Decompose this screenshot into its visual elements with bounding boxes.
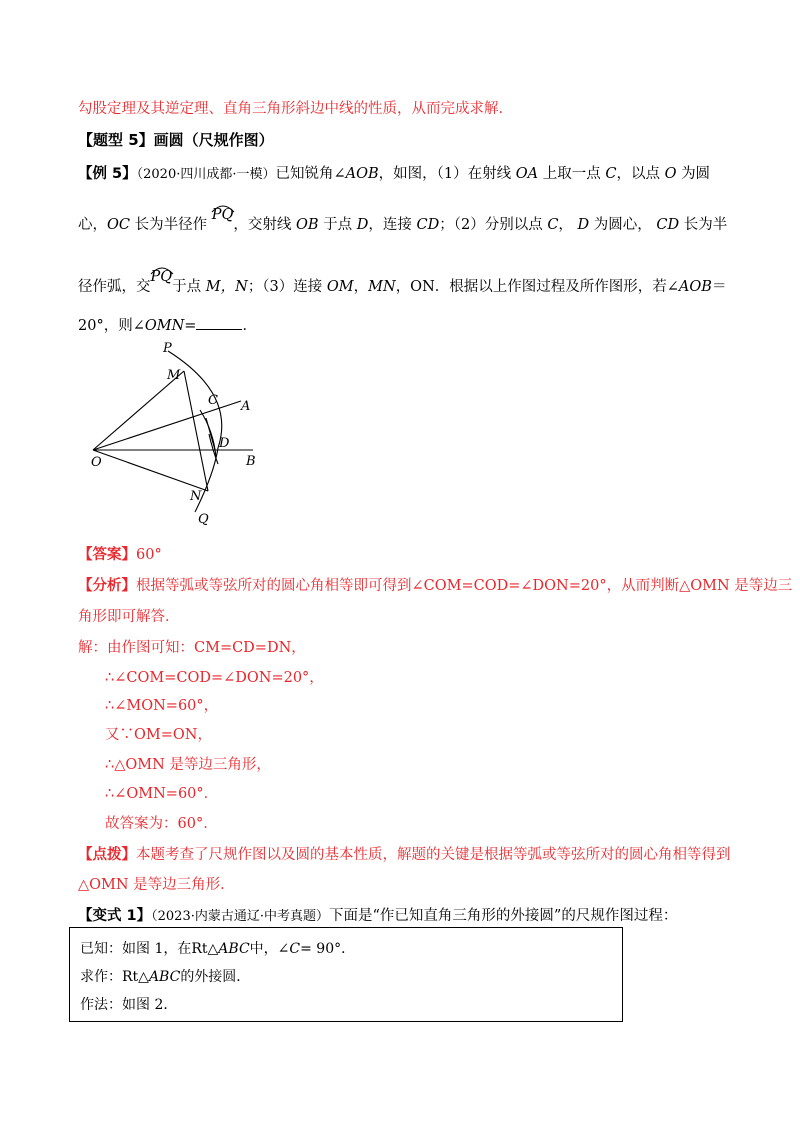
variant-line [78,904,677,925]
example-tag: 【例 5】 [78,166,137,182]
label-p: P [163,341,172,356]
text: Rt△ [191,941,219,957]
text: D [356,217,369,233]
text: PQ [150,269,173,285]
text: ， [353,279,369,295]
text: ，连接 [368,217,412,233]
text: ，如图，（1）在射线 [378,166,512,182]
box-line-3: 作法：如图 2． [80,997,178,1013]
text: ；（2）分别以点 [439,217,543,233]
intro-line: 勾股定理及其逆定理、直角三角形斜边中线的性质，从而完成求解． [78,101,513,117]
comment-tag: 【点拨】 [78,847,136,863]
text: C [289,941,301,957]
text: ABC [148,969,181,985]
label-q: Q [198,512,209,527]
text: CD [656,217,680,233]
text: ，ON．根据以上作图过程及所作图形，若∠ [395,279,679,295]
analysis-tag: 【分析】 [78,578,136,594]
text: 根据等弧或等弦所对的圆心角相等即可得到∠COM=COD=∠DON=20°，从而判断△OMN 是等边三 [136,578,793,594]
text: 上取一点 [542,166,601,182]
text: 20°，则∠ [78,318,145,334]
text: ， [558,217,573,233]
text: 已知：如图 1，在 [80,941,192,957]
text: = 90°． [300,941,356,957]
text: 的外接圆． [180,969,251,985]
solution-line-2: ∴∠COM=COD=∠DON=20°， [105,670,324,686]
text: 于点 [323,217,353,233]
segment-mn [184,371,208,491]
solution-line-1: 解：由作图可知：CM=CD=DN， [78,640,306,656]
label-m: M [167,368,181,383]
arc-d [209,434,218,464]
text: 为圆心， [593,217,652,233]
text: C [605,166,617,182]
solution-line-6: ∴∠OMN=60°． [105,786,219,802]
text: ABC [218,941,250,957]
text: 为圆 [681,166,711,182]
arc-pq-2 [150,269,173,295]
answer-tag: 【答案】 [78,547,136,563]
text: 求作： [80,969,122,985]
label-n: N [190,489,202,504]
text: D [577,217,590,233]
variant-source: （2023·内蒙古通辽·中考真题） [151,909,329,924]
text: 本题考查了尺规作图以及圆的基本性质，解题的关键是根据等弧或等弦所对的圆心角相等得到 [136,847,731,863]
example-line-2 [78,207,728,234]
answer-blank [196,316,242,330]
variant-tag: 【变式 1】 [78,908,152,924]
text: OM [326,279,354,295]
answer-value: 60° [136,547,162,563]
text: PQ [211,207,234,223]
example-line-3 [78,269,727,296]
text: Rt△ [122,969,149,985]
text: 已知锐角∠ [275,166,346,182]
text: M，N [205,279,248,295]
text: OB [295,217,319,233]
text: O [664,166,677,182]
example-source: （2020·四川成都·一模） [136,167,276,182]
label-o: O [91,455,102,470]
text: AOB [678,279,712,295]
text: ． [242,318,257,334]
label-c: C [208,393,218,408]
text: OMN [144,318,185,334]
text: 中，∠ [249,941,290,957]
label-b: B [246,454,256,469]
text: CD [416,217,440,233]
text: ，交射线 [233,217,292,233]
analysis-line-1 [78,574,792,595]
box-line-1 [80,938,355,958]
text: ；（3）连接 [247,279,323,295]
solution-line-3: ∴∠MON=60°， [105,698,219,714]
text: MN [368,279,396,295]
text: = [184,318,197,334]
section-title: 【题型 5】画圆（尺规作图） [78,131,274,149]
solution-line-4: 又∵OM=ON， [105,727,212,743]
answer-line [78,543,162,564]
text: ＝ [711,279,727,295]
text: AOB [345,166,379,182]
construction-box [69,927,623,1022]
arc-pq [211,207,234,233]
comment-line-1 [78,843,731,864]
analysis-line-2: 角形即可解答． [78,609,180,625]
text: 于点 [172,279,202,295]
text: C [547,217,559,233]
text: OC [107,217,130,233]
text: ，以点 [616,166,660,182]
geometry-figure [86,334,276,534]
box-line-2 [80,966,250,986]
text: 长为半 [683,217,728,233]
label-a: A [241,399,251,414]
comment-line-2: △OMN 是等边三角形． [78,877,235,893]
text: 径作弧，交 [78,279,151,295]
text: OA [515,166,539,182]
label-d: D [219,436,230,451]
solution-line-5: ∴△OMN 是等边三角形， [105,757,271,773]
example-line-4 [78,314,257,335]
example-line-1 [78,162,710,183]
text: 心， [78,217,107,233]
segment-on [93,450,208,491]
solution-line-7: 故答案为：60°． [105,816,218,832]
variant-text: 下面是“作已知直角三角形的外接圆”的尺规作图过程： [329,908,678,924]
text: 长为半径作 [134,217,208,233]
